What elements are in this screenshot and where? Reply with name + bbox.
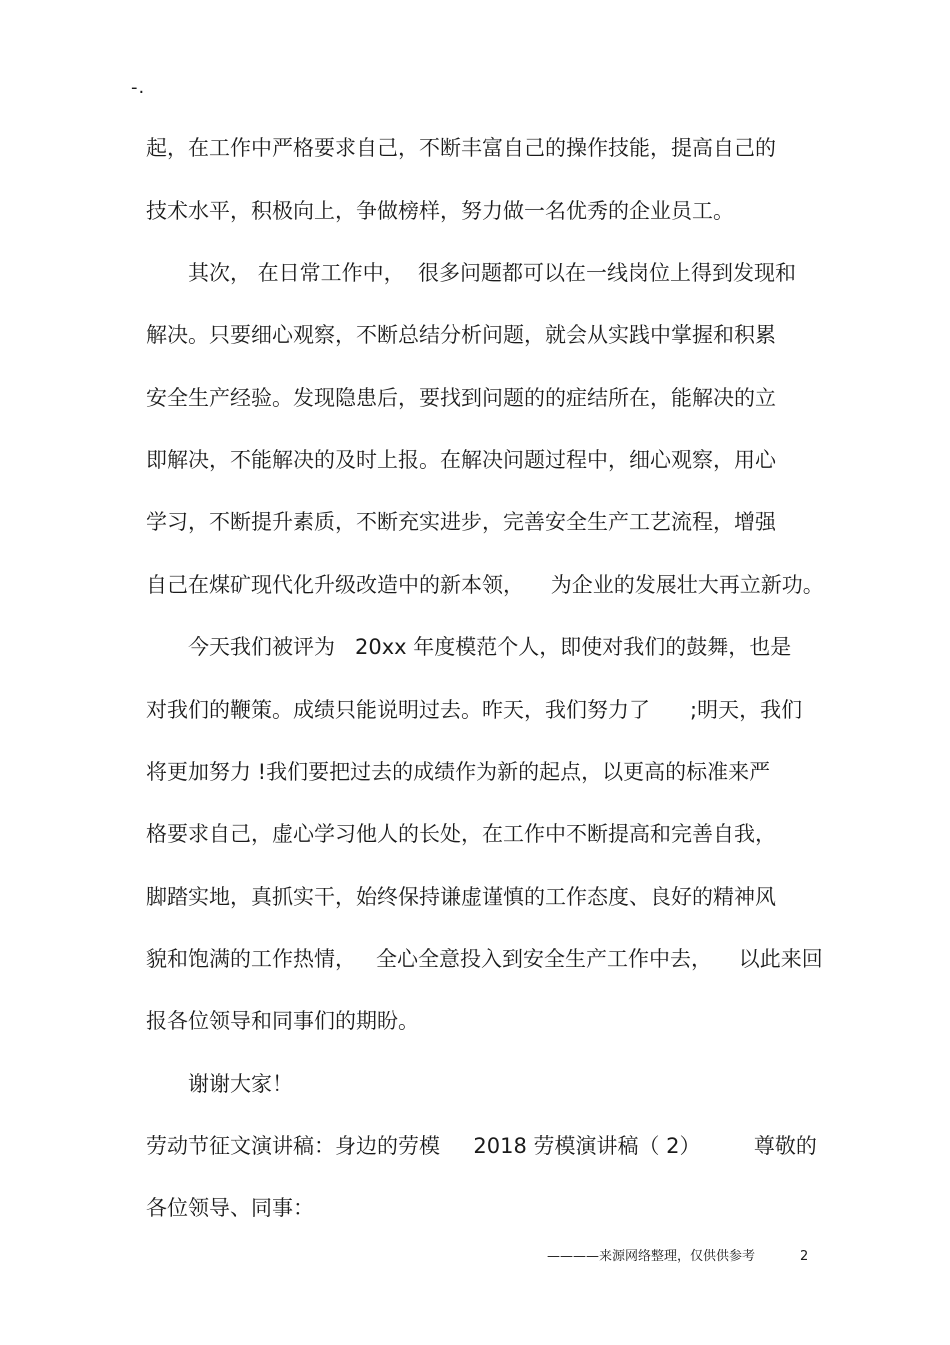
page-number: 2 [800,1249,809,1264]
body-line: 即解决，不能解决的及时上报。在解决问题过程中，细心观察，用心 [146,448,776,472]
paragraph-start-line: 今天我们被评为 20xx 年度模范个人，即使对我们的鼓舞，也是 [188,635,792,659]
body-line: 解决。只要细心观察，不断总结分析问题，就会从实践中掌握和积累 [146,323,776,347]
body-line: 貌和饱满的工作热情， 全心全意投入到安全生产工作中去， 以此来回 [146,947,823,971]
paragraph-start-line: 其次， 在日常工作中， 很多问题都可以在一线岗位上得到发现和 [188,261,797,285]
footer-source-note: ————来源网络整理，仅供供参考 [547,1249,756,1264]
body-line: 学习，不断提升素质，不断充实进步，完善安全生产工艺流程，增强 [146,510,776,534]
body-line: 安全生产经验。发现隐患后，要找到问题的的症结所在，能解决的立 [146,386,776,410]
body-line: 格要求自己，虚心学习他人的长处，在工作中不断提高和完善自我， [146,822,776,846]
title-line: 劳动节征文演讲稿：身边的劳模 2018 劳模演讲稿（ 2） 尊敬的 [146,1134,817,1158]
body-line: 报各位领导和同事们的期盼。 [146,1009,419,1033]
body-line: 对我们的鞭策。成绩只能说明过去。昨天，我们努力了 ;明天，我们 [146,698,803,722]
header-mark: -. [131,77,146,98]
salutation-line: 各位领导、同事： [146,1196,314,1220]
body-line: 脚踏实地，真抓实干，始终保持谦虚谨慎的工作态度、良好的精神风 [146,885,776,909]
body-line: 起，在工作中严格要求自己，不断丰富自己的操作技能，提高自己的 [146,136,776,160]
body-line: 自己在煤矿现代化升级改造中的新本领， 为企业的发展壮大再立新功。 [146,573,824,597]
closing-line: 谢谢大家！ [188,1072,293,1096]
body-line: 将更加努力 !我们要把过去的成绩作为新的起点，以更高的标准来严 [146,760,771,784]
body-line: 技术水平，积极向上，争做榜样，努力做一名优秀的企业员工。 [146,199,734,223]
